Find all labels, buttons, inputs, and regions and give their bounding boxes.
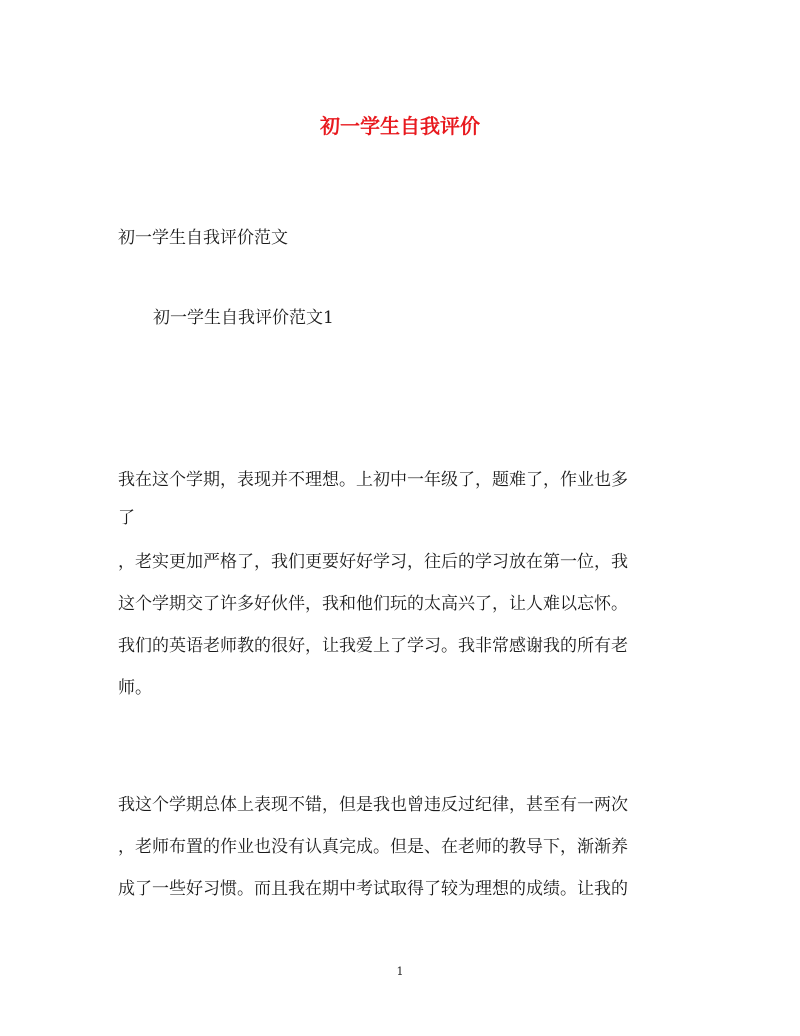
document-title: 初一学生自我评价	[320, 114, 480, 138]
paragraph-line: 这个学期交了许多好伙伴，我和他们玩的太高兴了，让人难以忘怀。	[118, 594, 628, 614]
paragraph-line: 我们的英语老师教的很好，让我爱上了学习。我非常感谢我的所有老	[118, 636, 628, 656]
document-subtitle: 初一学生自我评价范文	[118, 228, 288, 248]
paragraph-line: 了	[118, 508, 135, 528]
paragraph-line: ，老师布置的作业也没有认真完成。但是、在老师的教导下，渐渐养	[118, 837, 628, 857]
paragraph-line: 我在这个学期，表现并不理想。上初中一年级了，题难了，作业也多	[118, 470, 628, 490]
page-number: 1	[396, 965, 404, 978]
paragraph-line: 师。	[118, 678, 152, 698]
section-heading: 初一学生自我评价范文1	[153, 308, 334, 328]
paragraph-line: 我这个学期总体上表现不错，但是我也曾违反过纪律，甚至有一两次	[118, 795, 628, 815]
paragraph-line: ，老实更加严格了，我们更要好好学习，往后的学习放在第一位，我	[118, 552, 628, 572]
paragraph-line: 成了一些好习惯。而且我在期中考试取得了较为理想的成绩。让我的	[118, 879, 628, 899]
